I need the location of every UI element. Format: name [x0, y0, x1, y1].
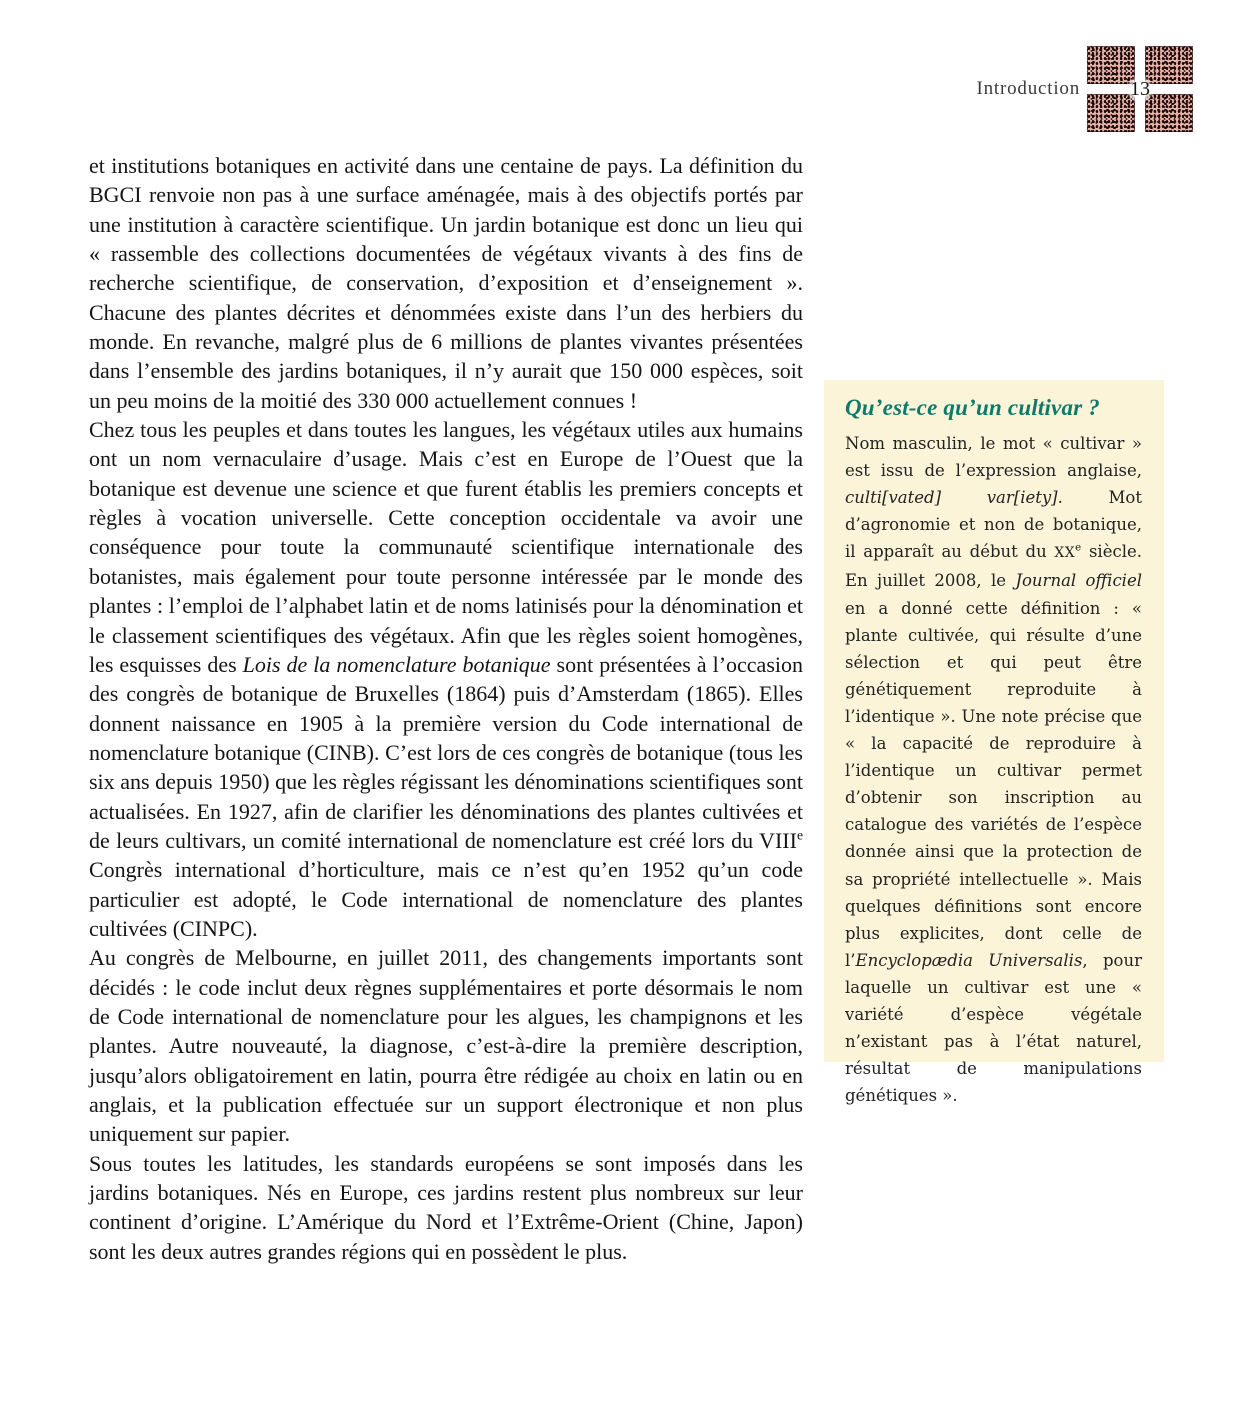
ornament-icon — [1087, 46, 1193, 132]
sidebar-box — [824, 380, 1164, 1106]
header-section-label: Introduction — [976, 78, 1080, 99]
paragraph: Chez tous les peuples et dans toutes les langues, les végétaux utiles aux humains ont un nom vernaculaire d’usage. Mais c’est en Europe de l’Ouest que la botanique est devenue une science et que furent établis les premiers concepts et règles à vocation universelle. Cette conception occidentale va avoir une conséquence pour toute la communauté scientifique internationale des botanistes, mais également pour toute personne intéressée par le monde des plantes : l’emploi de l’alphabet latin et de noms latinisés pour la dénomination et le classement scientifiques des végétaux. Afin que les règles soient homogènes, les esquisses des Lois de la nomenclature botanique sont présentées à l’occasion des congrès de botanique de Bruxelles (1864) puis d’Amsterdam (1865). Elles donnent naissance en 1905 à la première version du Code international de nomenclature botanique (CINB). C’est lors de ces congrès de botanique (tous les six ans depuis 1950) que les règles régissant les dénominations scientifiques sont actualisées. En 1927, afin de clarifier les dénominations des plantes cultivées et de leurs cultivars, un comité international de nomenclature est créé lors du VIIIe Congrès international d’horticulture, mais ce n’est qu’en 1952 qu’un code particulier est adopté, le Code international de nomenclature des plantes cultivées (CINPC). — [89, 417, 803, 941]
page-number: 13 — [1087, 46, 1193, 132]
paragraph: Au congrès de Melbourne, en juillet 2011, des changements importants sont décidés : le code inclut deux règnes supplémentaires et porte désormais le nom de Code international de nomenclature pour les algues, les champignons et les plantes. Autre nouveauté, la diagnose, c’est-à-dire la première description, jusqu’alors obligatoirement en latin, pourra être rédigée au choix en latin ou en anglais, et la publication effectuée sur un support électronique et non plus uniquement sur papier. — [89, 945, 803, 1147]
main-text-column — [89, 151, 803, 1266]
sidebar-body: Nom masculin, le mot « cultivar » est issu de l’expression anglaise, culti[vated] var[iety]. Mot d’agronomie et non de botanique, il apparaît au début du XXe siècle. En juillet 2008, le Journal officiel en a donné cette définition : « plante cultivée, qui résulte d’une sélection et qui peut être génétiquement reproduite à l’identique ». Une note précise que « la capacité de reproduire à l’identique un cultivar permet d’obtenir son inscription au catalogue des variétés de l’espèce donnée ainsi que la protection de sa propriété intellectuelle ». Mais quelques définitions sont encore plus explicites, dont celle de l’Encyclopædia Universalis, pour laquelle un cultivar est une « variété d’espèce végétale n’existant pas à l’état naturel, résultat de manipulations génétiques ». — [845, 434, 1142, 1106]
paragraph: Sous toutes les latitudes, les standards européens se sont imposés dans les jardins botaniques. Nés en Europe, ces jardins restent plus nombreux sur leur continent d’origine. L’Amérique du Nord et l’Extrême-Orient (Chine, Japon) sont les deux autres grandes régions qui en possèdent le plus. — [89, 1150, 803, 1264]
sidebar-title: Qu’est-ce qu’un cultivar ? — [845, 395, 1100, 420]
paragraph: et institutions botaniques en activité dans une centaine de pays. La définition du BGCI renvoie non pas à une surface aménagée, mais à des objectifs portés par une institution à caractère scientifique. Un jardin botanique est donc un lieu qui « rassemble des collections documentées de végétaux vivants à des fins de recherche scientifique, de conservation, d’exposition et d’enseignement ». Chacune des plantes décrites et dénommées existe dans l’un des herbiers du monde. En revanche, malgré plus de 6 millions de plantes vivantes présentées dans l’ensemble des jardins botaniques, il n’y aurait que 150 000 espèces, soit un peu moins de la moitié des 330 000 actuellement connues ! — [89, 153, 803, 413]
